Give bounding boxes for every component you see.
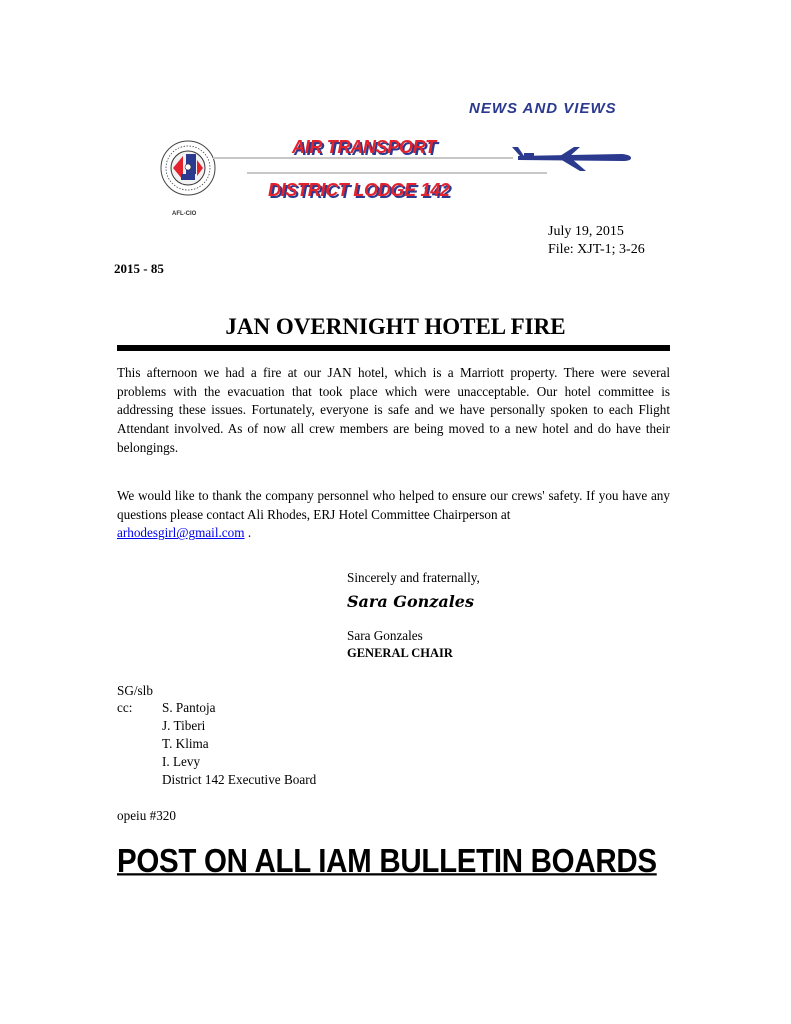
typist-initials: SG/slb <box>117 683 153 698</box>
district-lodge-heading: DISTRICT LODGE 142 <box>268 180 450 200</box>
union-seal-icon <box>159 124 217 212</box>
opeiu-tag: opeiu #320 <box>117 808 176 823</box>
news-and-views-label: NEWS AND VIEWS <box>469 100 617 117</box>
air-transport-heading: AIR TRANSPORT <box>292 137 436 157</box>
body-paragraph-1: This afternoon we had a fire at our JAN hotel, which is a Marriott property. There were several problems with the evacuation that took place which were unacceptable. Our hotel committee is addressing these issues. Fortunately, everyone is safe and we have personally spoken to each Flight Attendant involved. As of now all crew members are being moved to a new hotel and do have their belongings. <box>117 365 670 455</box>
signature: Sara Gonzales <box>347 592 474 611</box>
page-title: JAN OVERNIGHT HOTEL FIRE <box>225 314 566 339</box>
signer-title: GENERAL CHAIR <box>347 646 453 660</box>
cc-recipient: District 142 Executive Board <box>162 772 317 787</box>
signer-name: Sara Gonzales <box>347 628 423 643</box>
cc-label: cc: <box>117 700 133 715</box>
header-divider-line <box>247 172 547 174</box>
cc-recipient: J. Tiberi <box>162 718 206 733</box>
letter-date: July 19, 2015 <box>548 224 624 239</box>
cc-recipient: S. Pantoja <box>162 700 216 715</box>
afl-cio-caption: AFL-CIO <box>172 211 197 217</box>
bulletin-number: 2015 - 85 <box>114 261 164 276</box>
airplane-icon <box>510 141 632 175</box>
closing-line: Sincerely and fraternally, <box>347 570 480 585</box>
post-notice: POST ON ALL IAM BULLETIN BOARDS <box>117 843 657 880</box>
body-paragraph-2-end: . <box>244 525 252 541</box>
body-paragraph-2 <box>117 487 670 543</box>
cc-recipient: I. Levy <box>162 754 201 769</box>
title-rule <box>117 345 670 351</box>
email-link[interactable]: arhodesgirl@gmail.com <box>117 525 245 541</box>
file-reference: File: XJT-1; 3-26 <box>548 242 645 257</box>
cc-recipient: T. Klima <box>162 736 209 751</box>
body-paragraph-2-text: We would like to thank the company personnel who helped to ensure our crews' safety. If you have any questions please contact Ali Rhodes, ERJ Hotel Committee Chairperson at <box>117 488 670 522</box>
